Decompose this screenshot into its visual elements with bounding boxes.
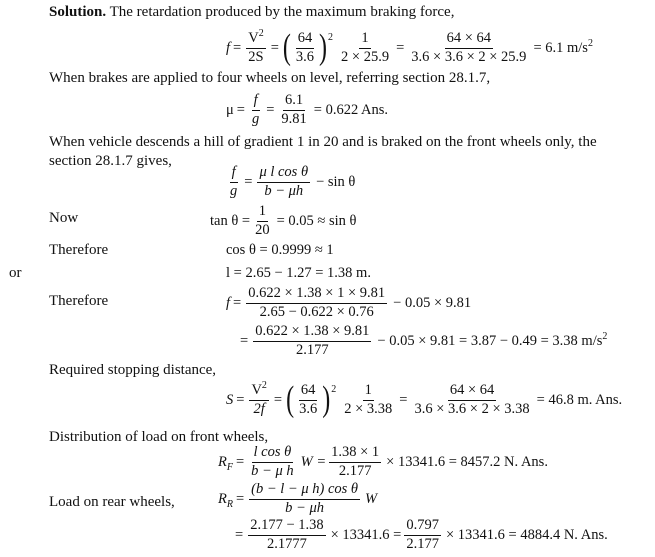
equation-tan: tan θ = $\frac{1}{20}$ = 0.05 ≈ sin θ <box>210 203 357 238</box>
label-stopping-distance: Required stopping distance, <box>49 362 217 378</box>
label-rear-wheels: Load on rear wheels, <box>49 494 175 510</box>
solution-intro <box>49 4 454 21</box>
equation-retardation: f = $\frac{V^2}{2S}$ = ( $\frac{64}{3.6}$ ) $^2$ $\frac{1}{2 \times 25.9}$ = $\frac{64 \times 64}{3.6 \times 3.6 \times 2 \times 25.9}$ = 6.1 $m/s^2$ <box>226 28 593 68</box>
solution-heading: Solution. <box>49 4 107 20</box>
equation-rr: $R_R$ = $\frac{\text{(b − l − μ h) cos θ}}{b - \mu h}$ W <box>218 481 378 516</box>
eq1-lhs: f <box>226 39 231 56</box>
label-or: or <box>9 265 22 281</box>
equation-rf: $R_F$ = $\frac{\text{l cos θ}}{\text{b − μ h}}$ W = $\frac{1.38 \times 1}{2.177}$ × 13341.6 = 8457.2 N. Ans. <box>218 444 548 479</box>
equation-f-numeric: f = $\frac{0.622 \times 1.38 \times 1 \times 9.81}{2.65 - 0.622 \times 0.76}$ − 0.05 × 9.81 <box>226 285 472 320</box>
text-four-wheels: When brakes are applied to four wheels on level, referring section 28.1.7, <box>49 70 491 86</box>
label-now: Now <box>49 210 79 226</box>
text-section: section 28.1.7 gives, <box>49 153 172 169</box>
equation-f-over-g: $\frac{f}{g}$ = $\frac{\text{μ l cos θ}}{b - \mu h}$ − sin θ <box>230 164 356 199</box>
equation-mu: μ = $\frac{f}{g}$ = $\frac{6.1}{9.81}$ = 0.622 Ans. <box>226 92 389 127</box>
eq1-frac-v2-2s: $\frac{V^2}{2S}$ <box>248 28 264 65</box>
text-hill: When vehicle descends a hill of gradient 1 in 20 and is braked on the front wheels only, the <box>49 134 597 150</box>
eq1-frac-64-3.6: $\frac{64}{3.6}$ <box>295 30 315 65</box>
label-front-distribution: Distribution of load on front wheels, <box>49 429 269 445</box>
equation-l: l = 2.65 − 1.27 = 1.38 m. <box>226 265 371 281</box>
eq1-frac-big: $\frac{64 \times 64}{3.6 \times 3.6 \times 2 \times 25.9}$ <box>411 30 527 65</box>
label-therefore-2: Therefore <box>49 293 109 309</box>
equation-stopping-distance: S = $\frac{V^2}{2f}$ = ( $\frac{64}{3.6}$ ) $^2$ $\frac{1}{2 \times 3.38}$ = $\frac{64 \times 64}{3.6 \times 3.6 \times 2 \times 3.38}$ = 46.8 m. Ans. <box>226 380 623 420</box>
label-therefore-1: Therefore <box>49 242 109 258</box>
eq1-frac-1-2x25.9: $\frac{1}{2 \times 25.9}$ <box>341 30 390 65</box>
equation-f-result: = $\frac{0.622 \times 1.38 \times 9.81}{2.177}$ − 0.05 × 9.81 = 3.87 − 0.49 = 3.38 $m/s^2$ <box>240 323 608 358</box>
solution-sentence: The retardation produced by the maximum braking force, <box>109 4 455 20</box>
equation-cos: cos θ = 0.9999 ≈ 1 <box>226 242 334 258</box>
equation-rr-numeric: = $\frac{2.177 - 1.38}{2.1777}$ × 13341.6 = $\frac{0.797}{2.177}$ × 13341.6 = 4884.4 N. Ans. <box>235 517 608 552</box>
